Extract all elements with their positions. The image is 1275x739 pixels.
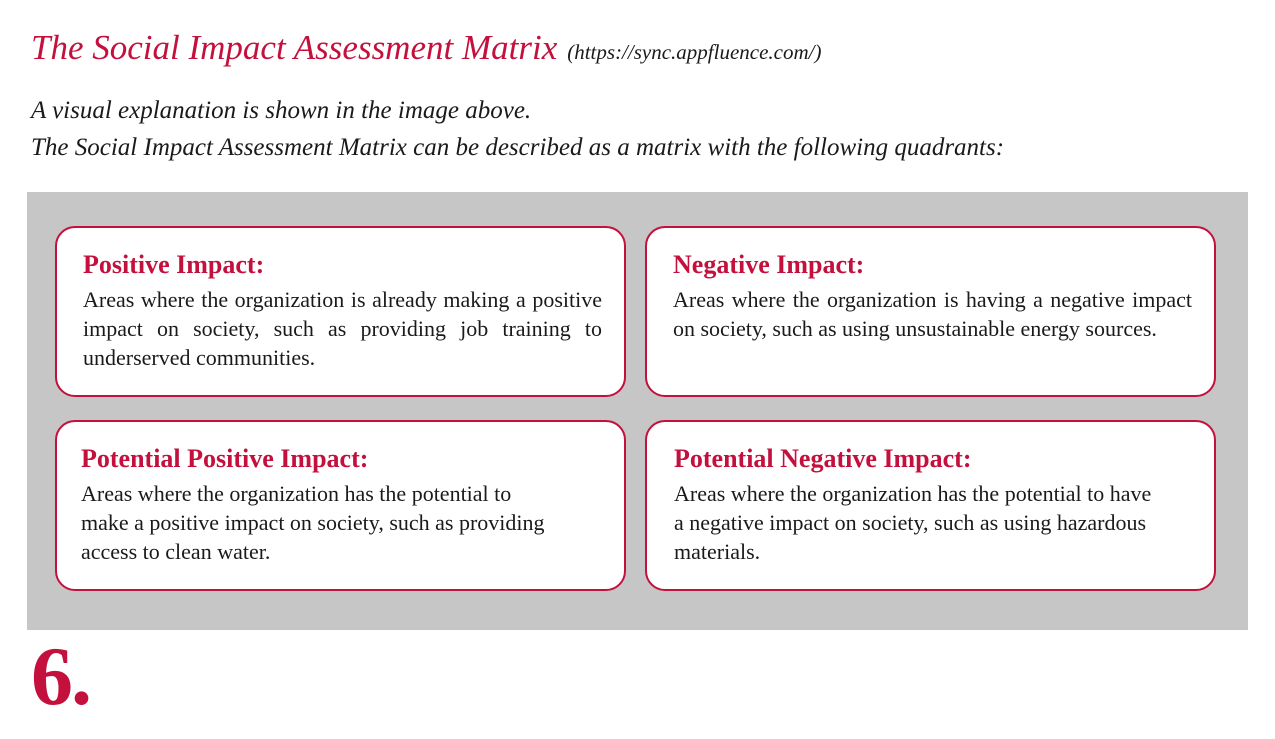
quadrant-positive-impact [55,226,626,397]
matrix-panel [27,192,1248,630]
quadrant-description: Areas where the organization has the potential to make a positive impact on society, such as providing access to clean water. [81,481,545,564]
source-url: (https://sync.appfluence.com/) [567,40,822,64]
intro-line-1: A visual explanation is shown in the image above. [31,97,532,124]
quadrant-title: Potential Negative Impact: [674,444,972,473]
quadrant-potential-positive-impact [55,420,626,591]
page-number: 6. [31,630,90,723]
quadrant-title: Positive Impact: [83,250,265,279]
quadrant-description: Areas where the organization has the potential to have a negative impact on society, such as using hazardous materials. [674,481,1152,564]
intro-line-2: The Social Impact Assessment Matrix can be described as a matrix with the following quadrants: [31,134,1005,161]
quadrant-description: Areas where the organization is already making a positive impact on society, such as providing job training to underserved communities. [83,287,602,370]
quadrant-title: Negative Impact: [673,250,865,279]
page-title: The Social Impact Assessment Matrix [31,28,558,67]
quadrant-description: Areas where the organization is having a negative impact on society, such as using unsustainable energy sources. [673,287,1192,341]
title-line [31,28,822,68]
quadrant-negative-impact [645,226,1216,397]
intro-text [31,92,1004,166]
quadrant-title: Potential Positive Impact: [81,444,369,473]
quadrant-potential-negative-impact [645,420,1216,591]
